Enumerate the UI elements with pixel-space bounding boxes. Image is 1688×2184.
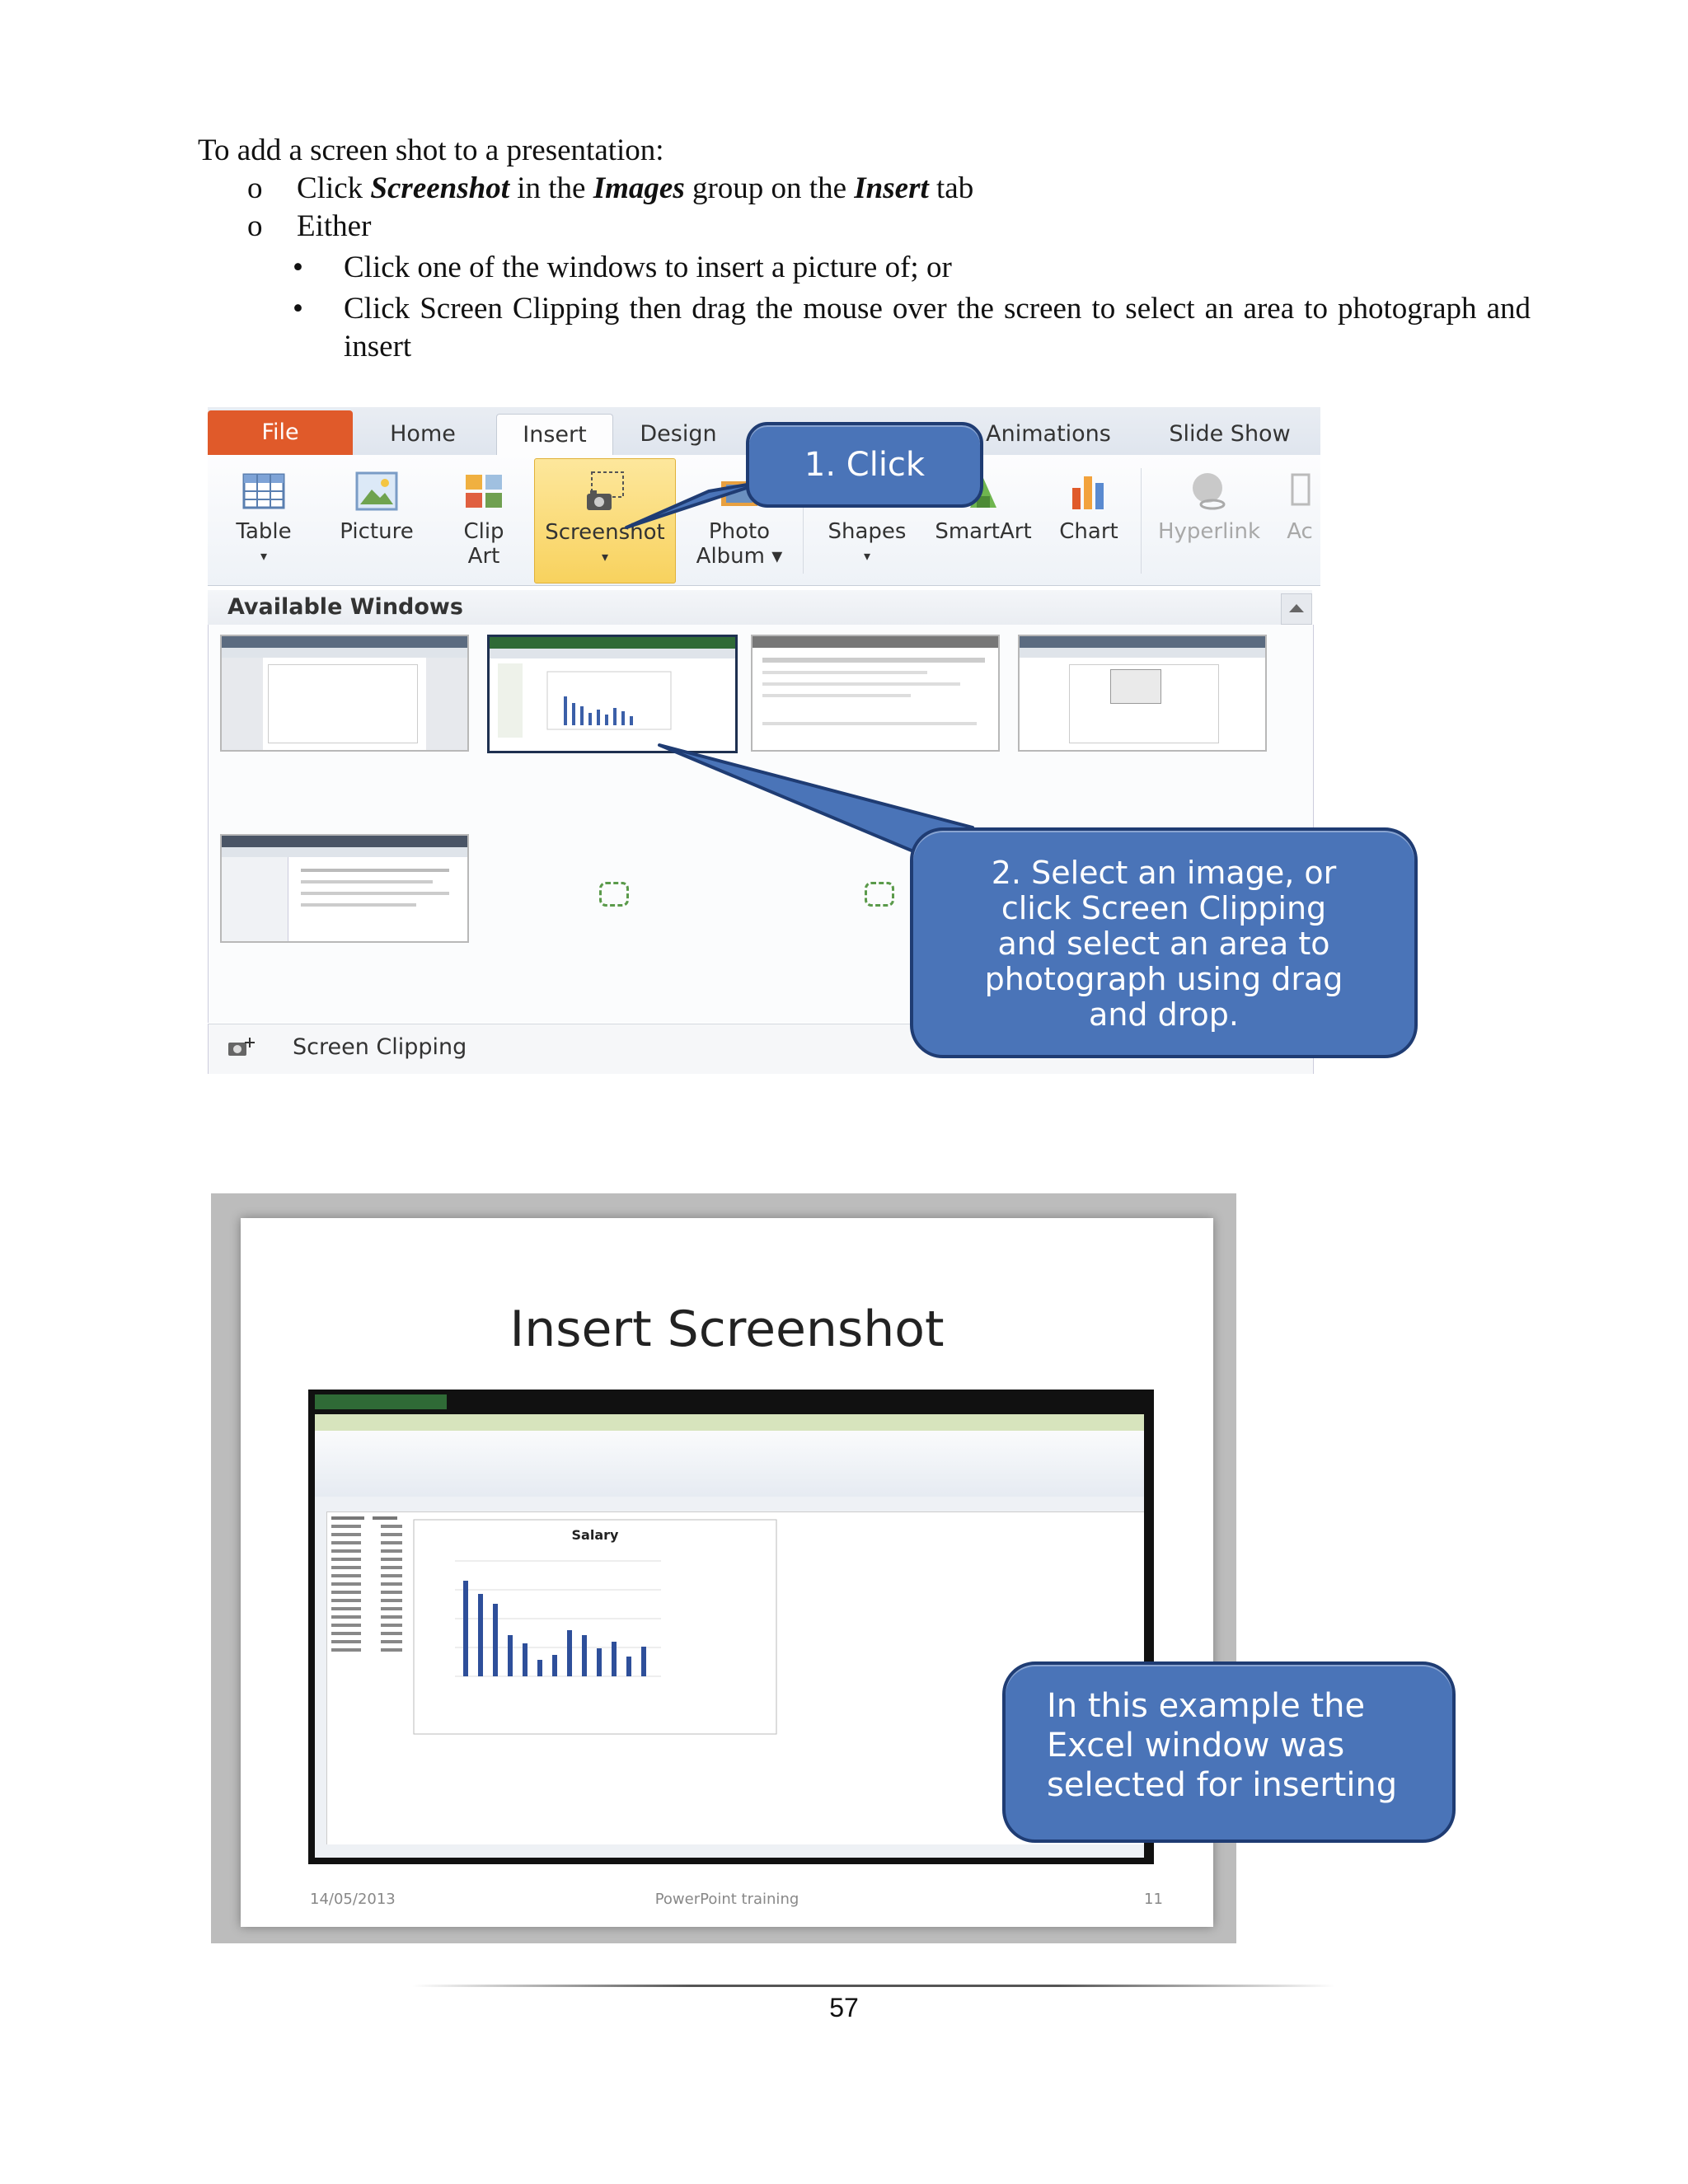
action-label: Ac <box>1287 519 1313 544</box>
tab-insert[interactable]: Insert <box>496 414 613 456</box>
available-windows-heading: Available Windows <box>208 590 1312 625</box>
hyperlink-label: Hyperlink <box>1157 519 1261 544</box>
list-marker: o <box>247 209 263 243</box>
dropdown-arrow-icon: ▾ <box>863 548 871 564</box>
step-word: in the <box>517 171 586 205</box>
slide-footer-number: 11 <box>1144 1891 1163 1908</box>
slide-footer-title: PowerPoint training <box>654 1891 799 1908</box>
callout-click: 1. Click <box>746 422 983 508</box>
callout-line: photograph using drag <box>984 961 1343 997</box>
step-text: Either <box>297 209 372 243</box>
screen-clipping-label: Screen Clipping <box>293 1034 467 1060</box>
step-word: Click <box>297 171 363 205</box>
insert-term: Insert <box>854 171 929 205</box>
tab-file[interactable]: File <box>208 410 353 455</box>
photo-album-label-1: Photo <box>708 519 771 544</box>
bullet-marker: • <box>293 292 303 326</box>
dropdown-arrow-icon: ▾ <box>601 549 609 565</box>
table-label: Table <box>236 519 292 544</box>
intro-line: To add a screen shot to a presentation: <box>198 134 664 167</box>
clip-art-label-2: Art <box>467 544 500 569</box>
callout-line: and drop. <box>1089 996 1239 1033</box>
callout-line: Excel window was <box>1047 1727 1345 1765</box>
photo-album-label-2: Album ▾ <box>696 544 783 569</box>
bullet-text: Click one of the windows to insert a picture of; or <box>344 251 952 284</box>
callout-excel-example <box>1002 1661 1456 1843</box>
slide-title: Insert Screenshot <box>509 1301 945 1358</box>
chart-label: Chart <box>1059 519 1118 544</box>
step-word: group on the <box>692 171 847 205</box>
picture-label: Picture <box>340 519 414 544</box>
page-number: 57 <box>829 1993 859 2022</box>
bullet-text: Click Screen Clipping then drag the mouse over the screen to select an area to photograph and insert <box>344 292 1531 363</box>
images-term: Images <box>593 171 685 205</box>
tab-slide-show[interactable]: Slide Show <box>1169 421 1291 447</box>
tab-animations[interactable]: Animations <box>986 421 1111 447</box>
tab-design[interactable]: Design <box>640 421 717 447</box>
callout-line: click Screen Clipping <box>1001 890 1327 926</box>
callout-line: and select an area to <box>997 926 1330 962</box>
bullet-marker: • <box>293 251 303 284</box>
callout-select-image <box>910 827 1418 1058</box>
chart-title: Salary <box>571 1527 619 1543</box>
screenshot-label: Screenshot <box>545 520 665 545</box>
clip-art-label-1: Clip <box>463 519 504 544</box>
list-marker: o <box>247 171 263 205</box>
callout-line: In this example the <box>1047 1687 1366 1725</box>
screenshot-term: Screenshot <box>370 171 509 205</box>
footer-rule <box>412 1985 1335 1987</box>
slide-footer-date: 14/05/2013 <box>310 1891 396 1908</box>
shapes-label: Shapes <box>828 519 907 544</box>
step-word: tab <box>936 171 974 205</box>
callout-line: 2. Select an image, or <box>991 855 1337 891</box>
dropdown-arrow-icon: ▾ <box>260 548 268 564</box>
callout-line: selected for inserting <box>1047 1766 1398 1804</box>
tab-home[interactable]: Home <box>390 421 456 447</box>
smartart-label: SmartArt <box>935 519 1032 544</box>
